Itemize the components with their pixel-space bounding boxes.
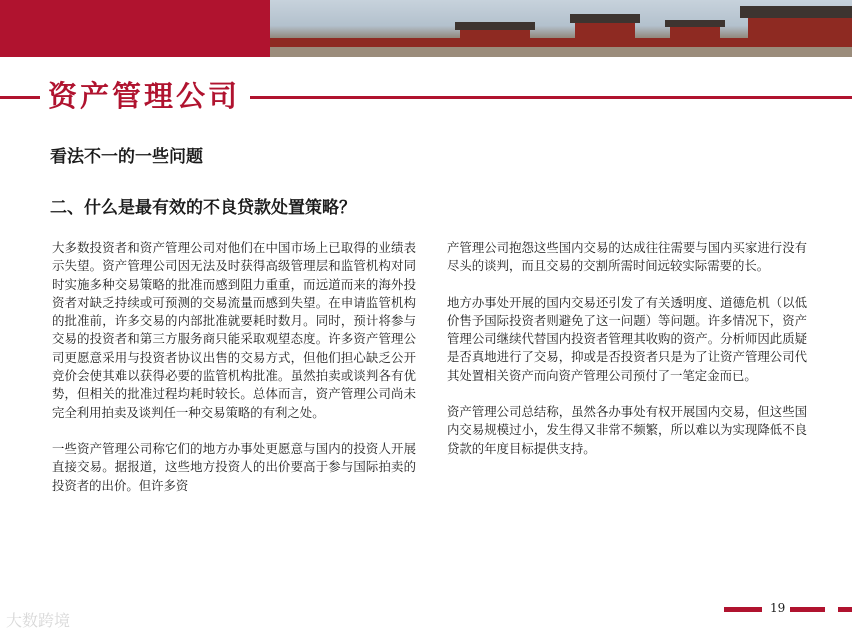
section-question-heading: 二、什么是最有效的不良贷款处置策略？ xyxy=(50,198,356,218)
footer-rule-edge xyxy=(838,607,852,612)
right-column xyxy=(447,239,807,476)
footer-rule-left xyxy=(724,607,762,612)
header-red-block xyxy=(0,0,270,57)
header-forbidden-city-photo xyxy=(270,0,852,57)
left-column xyxy=(52,239,416,513)
watermark: 大数跨境 xyxy=(6,611,71,630)
paragraph: 产管理公司抱怨这些国内交易的达成往往需要与国内买家进行没有尽头的谈判，而且交易的交割所需时间远较实际需要的长。 xyxy=(447,240,807,274)
page-title: 资产管理公司 xyxy=(48,79,241,113)
footer-rule-right xyxy=(790,607,825,612)
title-container xyxy=(40,76,250,116)
paragraph: 一些资产管理公司称它们的地方办事处更愿意与国内的投资人开展直接交易。据报道，这些地方投资人的出价要高于参与国际拍卖的投资者的出价。但许多资 xyxy=(52,440,416,493)
paragraph: 大多数投资者和资产管理公司对他们在中国市场上已取得的业绩表示失望。资产管理公司因无法及时获得高级管理层和监管机构对同时实施多种交易策略的批准而感到阻力重重，而远道而来的海外投资者对缺乏持续或可预测的交易流量而感到失望。在申请监管机构的批准前，许多交易的内部批准就要耗时数月。同时，预计将参与交易的投资者和第三方服务商只能采取观望态度。许多资产管理公司更愿意采用与投资者协议出售的交易方式，但他们担心缺乏公开竞价会使其难以获得必要的监管机构批准。虽然拍卖或谈判各有优势，但相关的批准过程均耗时较长。总体而言，资产管理公司尚未完全利用拍卖及谈判任一种交易策略的有利之处。 xyxy=(52,240,416,420)
section-subtitle: 看法不一的一些问题 xyxy=(50,147,203,167)
paragraph: 资产管理公司总结称，虽然各办事处有权开展国内交易，但这些国内交易规模过小，发生得又非常不频繁，所以难以为实现降低不良贷款的年度目标提供支持。 xyxy=(447,404,807,456)
page-number: 19 xyxy=(770,601,786,615)
paragraph: 地方办事处开展的国内交易还引发了有关透明度、道德危机（以低价售予国际投资者则避免了这一问题）等问题。许多情况下，资产管理公司继续代替国内投资者管理其收购的资产。分析师因此质疑是否真地进行了交易，抑或是否投资者只是为了让资产管理公司代其处置相关资产而向资产管理公司预付了一笔定金而已。 xyxy=(447,294,807,383)
